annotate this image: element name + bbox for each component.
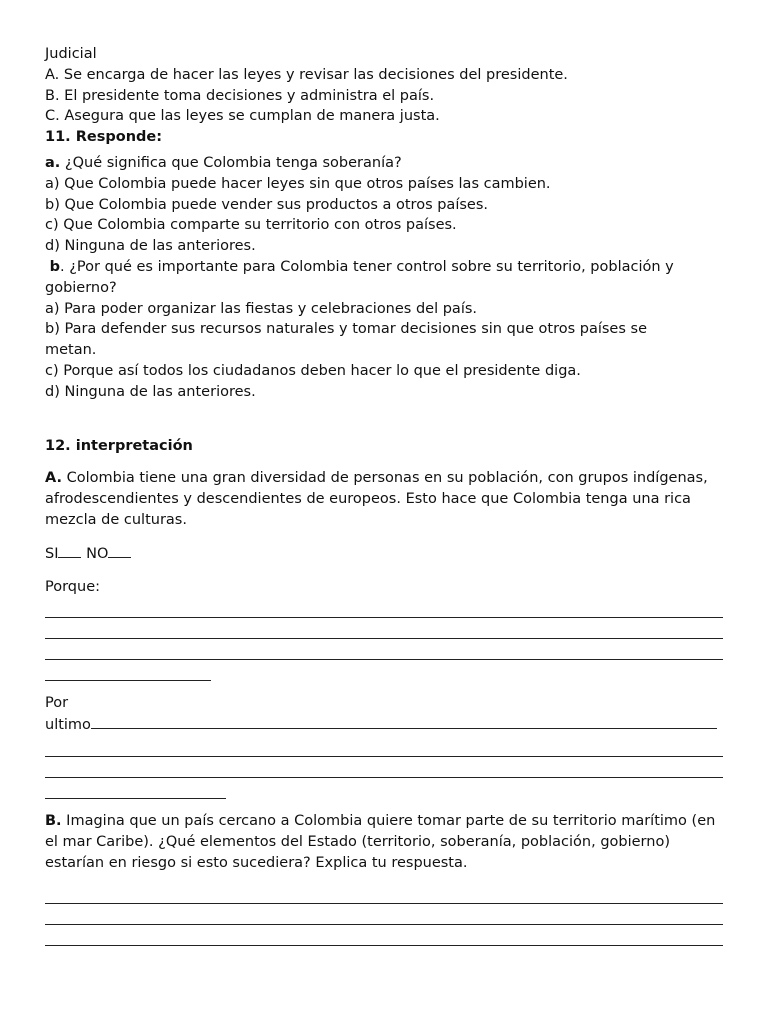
no-label: NO bbox=[81, 545, 109, 562]
por-label: Por bbox=[45, 695, 69, 712]
porque-answer-line-4[interactable] bbox=[45, 660, 211, 681]
question-11a-marker: a. bbox=[45, 154, 61, 171]
question-12-heading: 12. interpretación bbox=[45, 437, 193, 454]
ultimo-answer-line-3[interactable] bbox=[45, 757, 723, 778]
judicial-option-c: C. Asegura que las leyes se cumplan de manera justa. bbox=[45, 108, 440, 125]
q11a-option-d: d) Ninguna de las anteriores. bbox=[45, 238, 256, 255]
question-12a-text: Colombia tiene una gran diversidad de personas en su población, con grupos indígenas, afrodescendientes y descendientes de europeos. Esto hace que Colombia tenga una rica mezcla de culturas. bbox=[45, 470, 708, 528]
ultimo-answer-line[interactable] bbox=[91, 714, 717, 729]
b-answer-line-2[interactable] bbox=[45, 904, 723, 925]
si-label: SI bbox=[45, 545, 59, 562]
si-blank[interactable] bbox=[58, 543, 81, 558]
ultimo-answer-line-4[interactable] bbox=[45, 778, 226, 799]
ultimo-label: ultimo bbox=[45, 717, 91, 734]
question-11-heading: 11. Responde: bbox=[45, 129, 163, 146]
question-11a-text: ¿Qué significa que Colombia tenga soberanía? bbox=[60, 154, 402, 171]
judicial-option-a: A. Se encarga de hacer las leyes y revisar las decisiones del presidente. bbox=[45, 66, 568, 83]
q11b-option-a: a) Para poder organizar las fiestas y celebraciones del país. bbox=[45, 300, 478, 317]
q11a-option-a: a) Que Colombia puede hacer leyes sin que otros países las cambien. bbox=[45, 175, 551, 192]
q11b-option-c: c) Porque así todos los ciudadanos deben hacer lo que el presidente diga. bbox=[45, 362, 581, 379]
porque-label: Porque: bbox=[45, 578, 101, 595]
q11b-option-b: b) Para defender sus recursos naturales y tomar decisiones sin que otros países se bbox=[45, 321, 647, 338]
worksheet-content bbox=[45, 44, 723, 946]
question-12b bbox=[45, 811, 723, 873]
question-12b-text: Imagina que un país cercano a Colombia quiere tomar parte de su territorio marítimo (en el mar Caribe). ¿Qué elementos del Estado (territorio, soberanía, población, gobierno) estarían en riesgo si esto sucediera? Explica tu respuesta. bbox=[45, 812, 716, 871]
question-11b bbox=[45, 257, 723, 278]
q11a-option-b: b) Que Colombia puede vender sus productos a otros países. bbox=[45, 196, 488, 213]
judicial-label: Judicial bbox=[45, 46, 97, 62]
por-ultimo-row bbox=[45, 714, 723, 736]
q11a-option-c: c) Que Colombia comparte su territorio con otros países. bbox=[45, 217, 457, 234]
porque-answer-line-3[interactable] bbox=[45, 639, 723, 660]
question-12a bbox=[45, 468, 723, 530]
question-12a-marker: A. bbox=[45, 470, 62, 487]
porque-answer-line-1[interactable] bbox=[45, 597, 723, 618]
no-blank[interactable] bbox=[108, 543, 131, 558]
b-answer-line-3[interactable] bbox=[45, 925, 723, 946]
question-11b-text: . ¿Por qué es importante para Colombia tener control sobre su territorio, población y bbox=[60, 258, 674, 275]
porque-answer-line-2[interactable] bbox=[45, 618, 723, 639]
question-12b-marker: B. bbox=[45, 812, 62, 829]
si-no-answer bbox=[45, 543, 723, 565]
q11b-option-d: d) Ninguna de las anteriores. bbox=[45, 383, 256, 400]
question-11b-text-cont: gobierno? bbox=[45, 279, 117, 296]
q11b-option-b-cont: metan. bbox=[45, 342, 97, 359]
b-answer-line-1[interactable] bbox=[45, 883, 723, 904]
question-11b-marker: b bbox=[49, 258, 60, 275]
ultimo-answer-line-2[interactable] bbox=[45, 736, 723, 757]
judicial-option-b: B. El presidente toma decisiones y administra el país. bbox=[45, 87, 435, 104]
question-11a bbox=[45, 153, 723, 174]
